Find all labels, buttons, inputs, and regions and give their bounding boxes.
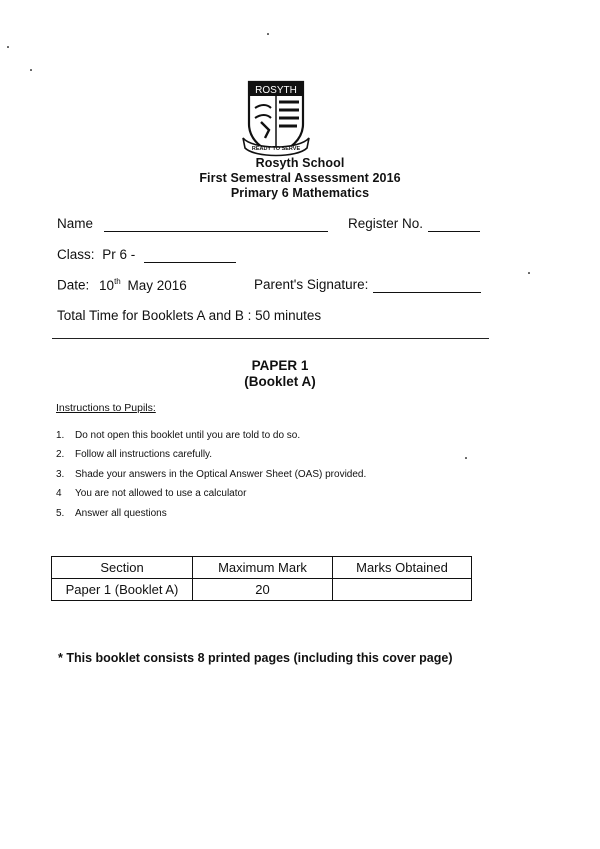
- scan-speck: [30, 69, 32, 71]
- signature-blank[interactable]: [373, 291, 481, 293]
- column-header: Section: [52, 557, 193, 579]
- paper-subtitle: (Booklet A): [244, 374, 316, 389]
- assessment-title: First Semestral Assessment 2016: [199, 171, 401, 185]
- instruction-num: 5.: [56, 508, 65, 519]
- instruction-item: [56, 449, 212, 460]
- booklet-page-note: * This booklet consists 8 printed pages (including this cover page): [58, 651, 453, 665]
- instruction-item: [56, 430, 300, 441]
- marks-table: [51, 556, 472, 601]
- name-blank[interactable]: [104, 230, 328, 232]
- date-suffix: th: [114, 277, 121, 286]
- school-crest-logo: [241, 78, 311, 158]
- svg-text:ROSYTH: ROSYTH: [255, 85, 297, 96]
- date-field: [57, 277, 187, 293]
- table-header-row: [52, 557, 472, 579]
- table-row: [52, 579, 472, 601]
- svg-text:READY TO SERVE: READY TO SERVE: [251, 146, 301, 152]
- scan-speck: [7, 46, 9, 48]
- scan-speck: [465, 457, 467, 459]
- column-header: Marks Obtained: [333, 557, 472, 579]
- instruction-text: Follow all instructions carefully.: [75, 449, 213, 460]
- instruction-num: 4: [56, 488, 62, 499]
- instruction-text: You are not allowed to use a calculator: [75, 488, 247, 499]
- instructions-title: Instructions to Pupils:: [56, 402, 156, 414]
- instruction-item: [56, 488, 246, 499]
- register-label: Register No.: [348, 216, 424, 231]
- class-label: [57, 247, 135, 262]
- instruction-num: 1.: [56, 430, 65, 441]
- instruction-num: 2.: [56, 449, 65, 460]
- instruction-item: [56, 508, 167, 519]
- column-header: Maximum Mark: [193, 557, 333, 579]
- instruction-text: Do not open this booklet until you are told to do so.: [75, 430, 301, 441]
- subject-title: Primary 6 Mathematics: [230, 186, 370, 200]
- instruction-text: Shade your answers in the Optical Answer Sheet (OAS) provided.: [75, 469, 367, 480]
- register-blank[interactable]: [428, 230, 480, 232]
- total-time: Total Time for Booklets A and B : 50 minutes: [57, 308, 322, 323]
- instruction-num: 3.: [56, 469, 65, 480]
- table-cell-marks-obtained[interactable]: [333, 579, 472, 601]
- school-name: Rosyth School: [255, 156, 345, 170]
- signature-label: Parent's Signature:: [254, 277, 369, 292]
- class-label-text: Class:: [57, 247, 95, 262]
- instruction-text: Answer all questions: [75, 508, 167, 519]
- instruction-item: [56, 469, 366, 480]
- class-blank[interactable]: [144, 261, 236, 263]
- scan-speck: [267, 33, 269, 35]
- table-cell-section: Paper 1 (Booklet A): [52, 579, 193, 601]
- divider: [52, 338, 489, 339]
- class-value: Pr 6 -: [102, 247, 136, 262]
- table-cell-max-mark: 20: [193, 579, 333, 601]
- date-label: Date:: [57, 277, 90, 293]
- scan-speck: [528, 272, 530, 274]
- date-day: 10: [99, 277, 115, 293]
- date-rest: May 2016: [127, 277, 187, 293]
- paper-title: PAPER 1: [251, 358, 309, 373]
- name-label: Name: [57, 216, 94, 231]
